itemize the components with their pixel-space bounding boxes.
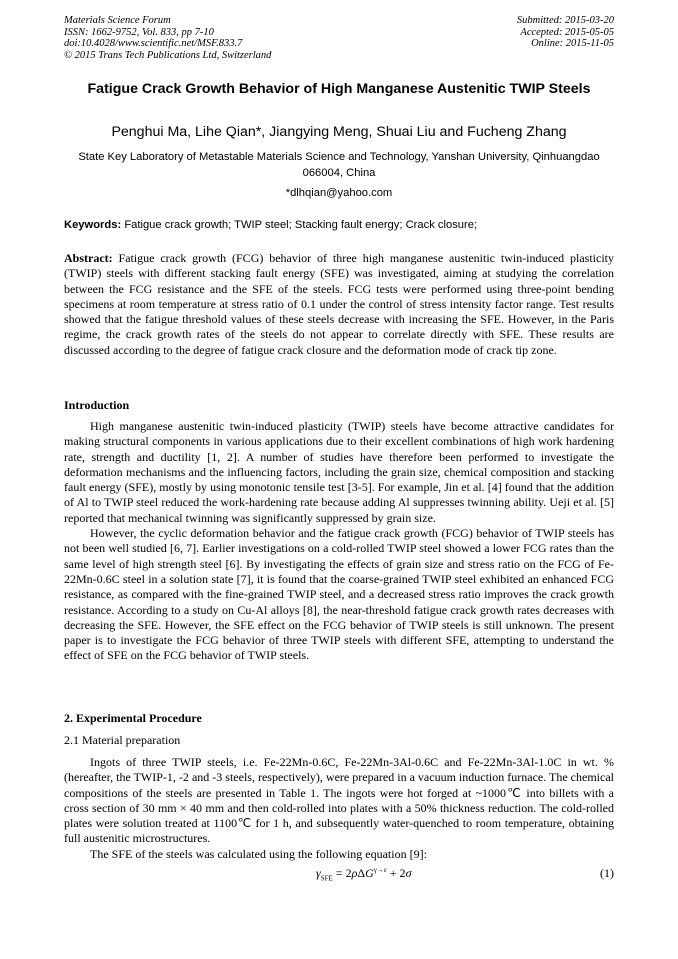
eq-g: G xyxy=(365,866,374,880)
paper-title: Fatigue Crack Growth Behavior of High Manganese Austenitic TWIP Steels xyxy=(87,81,591,97)
author-list: Penghui Ma, Lihe Qian*, Jiangying Meng, Shuai Liu and Fucheng Zhang xyxy=(111,124,567,140)
eq-gamma: γ xyxy=(316,866,321,880)
section-heading-experimental: 2. Experimental Procedure xyxy=(64,711,202,725)
eq-plus: + 2 xyxy=(386,866,406,880)
keywords-text: Fatigue crack growth; TWIP steel; Stacking fault energy; Crack closure; xyxy=(124,219,478,231)
paragraph: However, the cyclic deformation behavior and the fatigue crack growth (FCG) behavior of TWIP steels has not been well studied [6, 7]. Earlier investigations on a cold-rolled TWIP steel showed a lower FCG rates than the same level of high strength steel [6]. By investigating the effects of grain size and stress ratio on the FCG of Fe-22Mn-0.6C steel in a solution state [7], it is found that the coarse-grained TWIP steel exhibited an enhanced FCG resistance, as compared with the fine-grained TWIP steel, and a decreased stress ratio improves the crack growth resistance. According to a study on Cu-Al alloys [8], the near-threshold fatigue crack growth rates decreases with decreasing the SFE. However, the SFE effect on the FCG behavior of TWIP steels is still unknown. The present paper is to investigate the FCG behavior of three TWIP steels with different SFE, attempting to understand the effect of SFE on the FCG behavior of TWIP steels. xyxy=(64,526,614,663)
doi-link[interactable]: doi:10.4028/www.scientific.net/MSF.833.7 xyxy=(64,38,243,50)
keywords-label: Keywords: xyxy=(64,219,122,231)
submitted-date: Submitted: 2015-03-20 xyxy=(516,15,614,26)
experimental-body xyxy=(64,755,614,862)
abstract-label: Abstract: xyxy=(64,251,113,265)
sfe-equation xyxy=(316,866,411,882)
paragraph: The SFE of the steels was calculated using the following equation [9]: xyxy=(90,846,427,861)
copyright: © 2015 Trans Tech Publications Ltd, Switzerland xyxy=(64,49,272,61)
eq-delta: Δ xyxy=(357,866,366,880)
equation-1 xyxy=(64,866,614,884)
issn-info: ISSN: 1662-9752, Vol. 833, pp 7-10 xyxy=(64,26,214,38)
affiliation: State Key Laboratory of Metastable Materials Science and Technology, Yanshan University, Qinhuangdao 066004, China xyxy=(78,151,600,179)
paragraph: High manganese austenitic twin-induced plasticity (TWIP) steels have become attractive candidates for making structural components in various applications due to their excellent combinations of high work hardening rate, strength and ductility [1, 2]. A number of studies have therefore been performed to investigate the deformation mechanisms and the influencing factors, including the grain size, chemical composition and stacking fault energy (SFE), mostly by using monotonic tensile test [3-5]. For example, Jin et al. [4] found that the addition of Al to TWIP steel reduced the work-hardening rate because adding Al suppresses twinning ability. Ueji et al. [5] reported that mechanical twinning was significantly suppressed by grain size. xyxy=(64,419,614,525)
accepted-date: Accepted: 2015-05-05 xyxy=(520,26,614,38)
abstract xyxy=(64,251,614,358)
journal-name: Materials Science Forum xyxy=(64,15,171,26)
eq-rho: ρ xyxy=(351,866,358,880)
keywords xyxy=(64,219,614,231)
eq-superscript: γ→ε xyxy=(373,866,387,874)
journal-info xyxy=(64,15,271,61)
abstract-text: Fatigue crack growth (FCG) behavior of three high manganese austenitic twin-induced plasticity (TWIP) steels with different stacking fault energy (SFE) was investigated, aiming at studying the correlation between the FCG resistance and the SFE of the steels. FCG tests were performed using three-point bending specimens at room temperature at stress ratio of 0.1 under the control of stress intensity factor range. Test results showed that the fatigue threshold values of these steels decrease with increasing the SFE. However, in the Paris regime, the crack growth rates of the steels do not appear to correlate directly with SFE. These results are discussed according to the degree of fatigue crack closure and the deformation mode of crack tip zone. xyxy=(64,251,615,357)
eq-equals: = 2 xyxy=(332,866,352,880)
introduction-body xyxy=(64,419,614,664)
paragraph: Ingots of three TWIP steels, i.e. Fe-22Mn-0.6C, Fe-22Mn-3Al-0.6C and Fe-22Mn-3Al-1.0C in wt. % (hereafter, the TWIP-1, -2 and -3 steels, respectively), were prepared in a vacuum induction furnace. The chemical compositions of the steels are presented in Table 1. The ingots were hot forged at ~1000℃ into billets with a cross section of 30 mm × 40 mm and then cold-rolled into plates with a 50% thickness reduction. The cold-rolled plates were solution treated at 1100℃ for 1 h, and subsequently water-quenched to room temperature, obtaining full austenitic microstructures. xyxy=(64,755,614,846)
eq-sigma: σ xyxy=(405,866,412,880)
section-heading-introduction: Introduction xyxy=(64,398,130,412)
corresponding-email[interactable]: *dlhqian@yahoo.com xyxy=(285,187,393,199)
eq-subscript: SFE xyxy=(320,874,333,883)
submission-dates xyxy=(517,15,614,50)
subsection-heading-material: 2.1 Material preparation xyxy=(64,733,181,747)
online-date: Online: 2015-11-05 xyxy=(531,38,614,50)
equation-number: (1) xyxy=(600,866,614,880)
